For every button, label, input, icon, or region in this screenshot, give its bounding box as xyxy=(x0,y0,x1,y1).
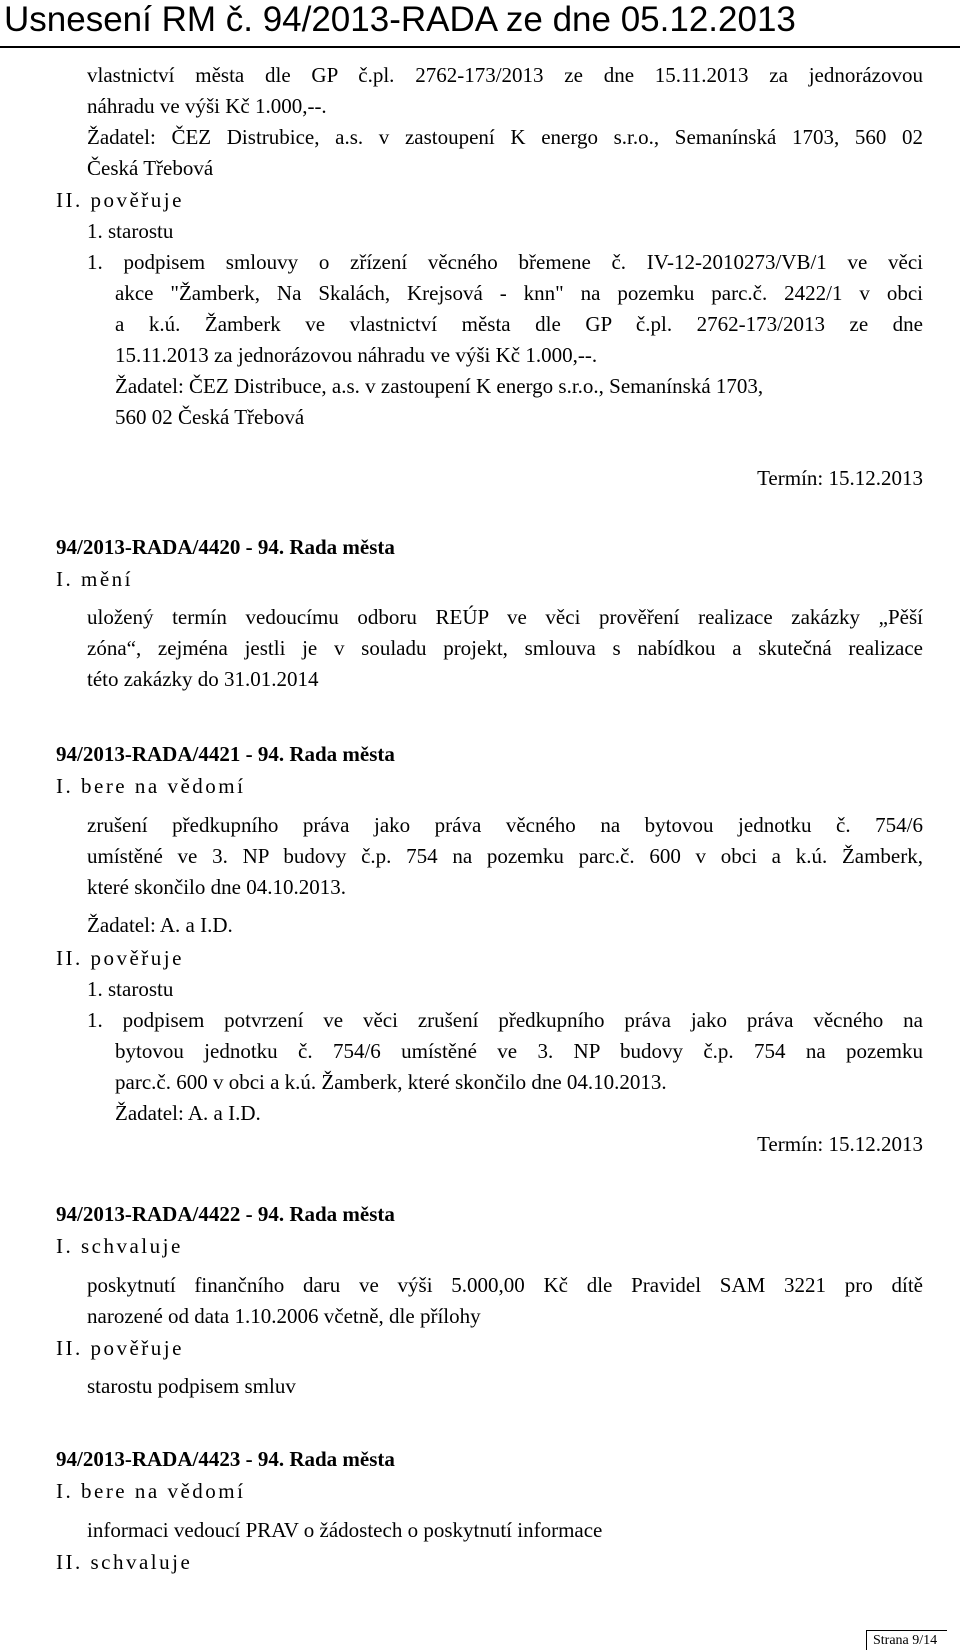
text-line: a k.ú. Žamberk ve vlastnictví města dle GP č.pl. 2762-173/2013 ze dne xyxy=(115,312,923,336)
text-line: 1. starostu xyxy=(87,219,174,243)
resolution-heading: 94/2013-RADA/4422 - 94. Rada města xyxy=(56,1202,395,1226)
text-line: Žadatel: ČEZ Distrubice, a.s. v zastoupení K energo s.r.o., Semanínská 1703, 560 02 xyxy=(87,125,923,149)
resolution-verb: I. mění xyxy=(56,567,133,591)
text-line: Žadatel: ČEZ Distribuce, a.s. v zastoupení K energo s.r.o., Semanínská 1703, xyxy=(115,374,764,398)
page-number: Strana 9/14 xyxy=(866,1630,947,1650)
resolution-verb: II. pověřuje xyxy=(56,188,184,212)
page-header-title: Usnesení RM č. 94/2013-RADA ze dne 05.12.2013 xyxy=(4,0,796,39)
text-line: vlastnictví města dle GP č.pl. 2762-173/2013 ze dne 15.11.2013 za jednorázovou xyxy=(87,63,923,87)
text-line: Žadatel: A. a I.D. xyxy=(87,913,233,937)
text-line: starostu podpisem smluv xyxy=(87,1374,296,1398)
text-line: uložený termín vedoucímu odboru REÚP ve věci prověření realizace zakázky „Pěší xyxy=(87,605,923,629)
text-line: 15.11.2013 za jednorázovou náhradu ve výši Kč 1.000,--. xyxy=(115,343,598,367)
text-line: informaci vedoucí PRAV o žádostech o poskytnutí informace xyxy=(87,1518,603,1542)
resolution-verb: II. pověřuje xyxy=(56,946,184,970)
text-line: které skončilo dne 04.10.2013. xyxy=(87,875,346,899)
text-line: Žadatel: A. a I.D. xyxy=(115,1101,261,1125)
header-rule xyxy=(0,46,960,48)
text-line: akce "Žamberk, Na Skalách, Krejsová - knn" na pozemku parc.č. 2422/1 v obci xyxy=(115,281,923,305)
resolution-heading: 94/2013-RADA/4423 - 94. Rada města xyxy=(56,1447,395,1471)
text-line: Česká Třebová xyxy=(87,156,214,180)
resolution-heading: 94/2013-RADA/4420 - 94. Rada města xyxy=(56,535,395,559)
list-item: 1. podpisem smlouvy o zřízení věcného břemene č. IV-12-2010273/VB/1 ve věci xyxy=(87,250,923,274)
text-line: bytovou jednotku č. 754/6 umístěné ve 3. NP budovy č.p. 754 na pozemku xyxy=(115,1039,923,1063)
text-line: poskytnutí finančního daru ve výši 5.000,00 Kč dle Pravidel SAM 3221 pro dítě xyxy=(87,1273,923,1297)
text-line: narozené od data 1.10.2006 včetně, dle přílohy xyxy=(87,1304,481,1328)
resolution-verb: I. bere na vědomí xyxy=(56,774,246,798)
deadline: Termín: 15.12.2013 xyxy=(757,1132,923,1156)
resolution-verb: I. bere na vědomí xyxy=(56,1479,246,1503)
list-item: 1. podpisem potvrzení ve věci zrušení předkupního práva jako práva věcného na xyxy=(87,1008,923,1032)
text-line: 560 02 Česká Třebová xyxy=(115,405,305,429)
resolution-verb: I. schvaluje xyxy=(56,1234,183,1258)
text-line: umístěné ve 3. NP budovy č.p. 754 na pozemku parc.č. 600 v obci a k.ú. Žamberk, xyxy=(87,844,923,868)
resolution-verb: II. pověřuje xyxy=(56,1336,184,1360)
resolution-heading: 94/2013-RADA/4421 - 94. Rada města xyxy=(56,742,395,766)
text-line: 1. starostu xyxy=(87,977,174,1001)
text-line: parc.č. 600 v obci a k.ú. Žamberk, které skončilo dne 04.10.2013. xyxy=(115,1070,667,1094)
deadline: Termín: 15.12.2013 xyxy=(757,466,923,490)
text-line: náhradu ve výši Kč 1.000,--. xyxy=(87,94,327,118)
resolution-verb: II. schvaluje xyxy=(56,1550,193,1574)
text-line: této zakázky do 31.01.2014 xyxy=(87,667,319,691)
text-line: zrušení předkupního práva jako práva věcného na bytovou jednotku č. 754/6 xyxy=(87,813,923,837)
text-line: zóna“, zejména jestli je v souladu projekt, smlouva s nabídkou a skutečná realizace xyxy=(87,636,923,660)
